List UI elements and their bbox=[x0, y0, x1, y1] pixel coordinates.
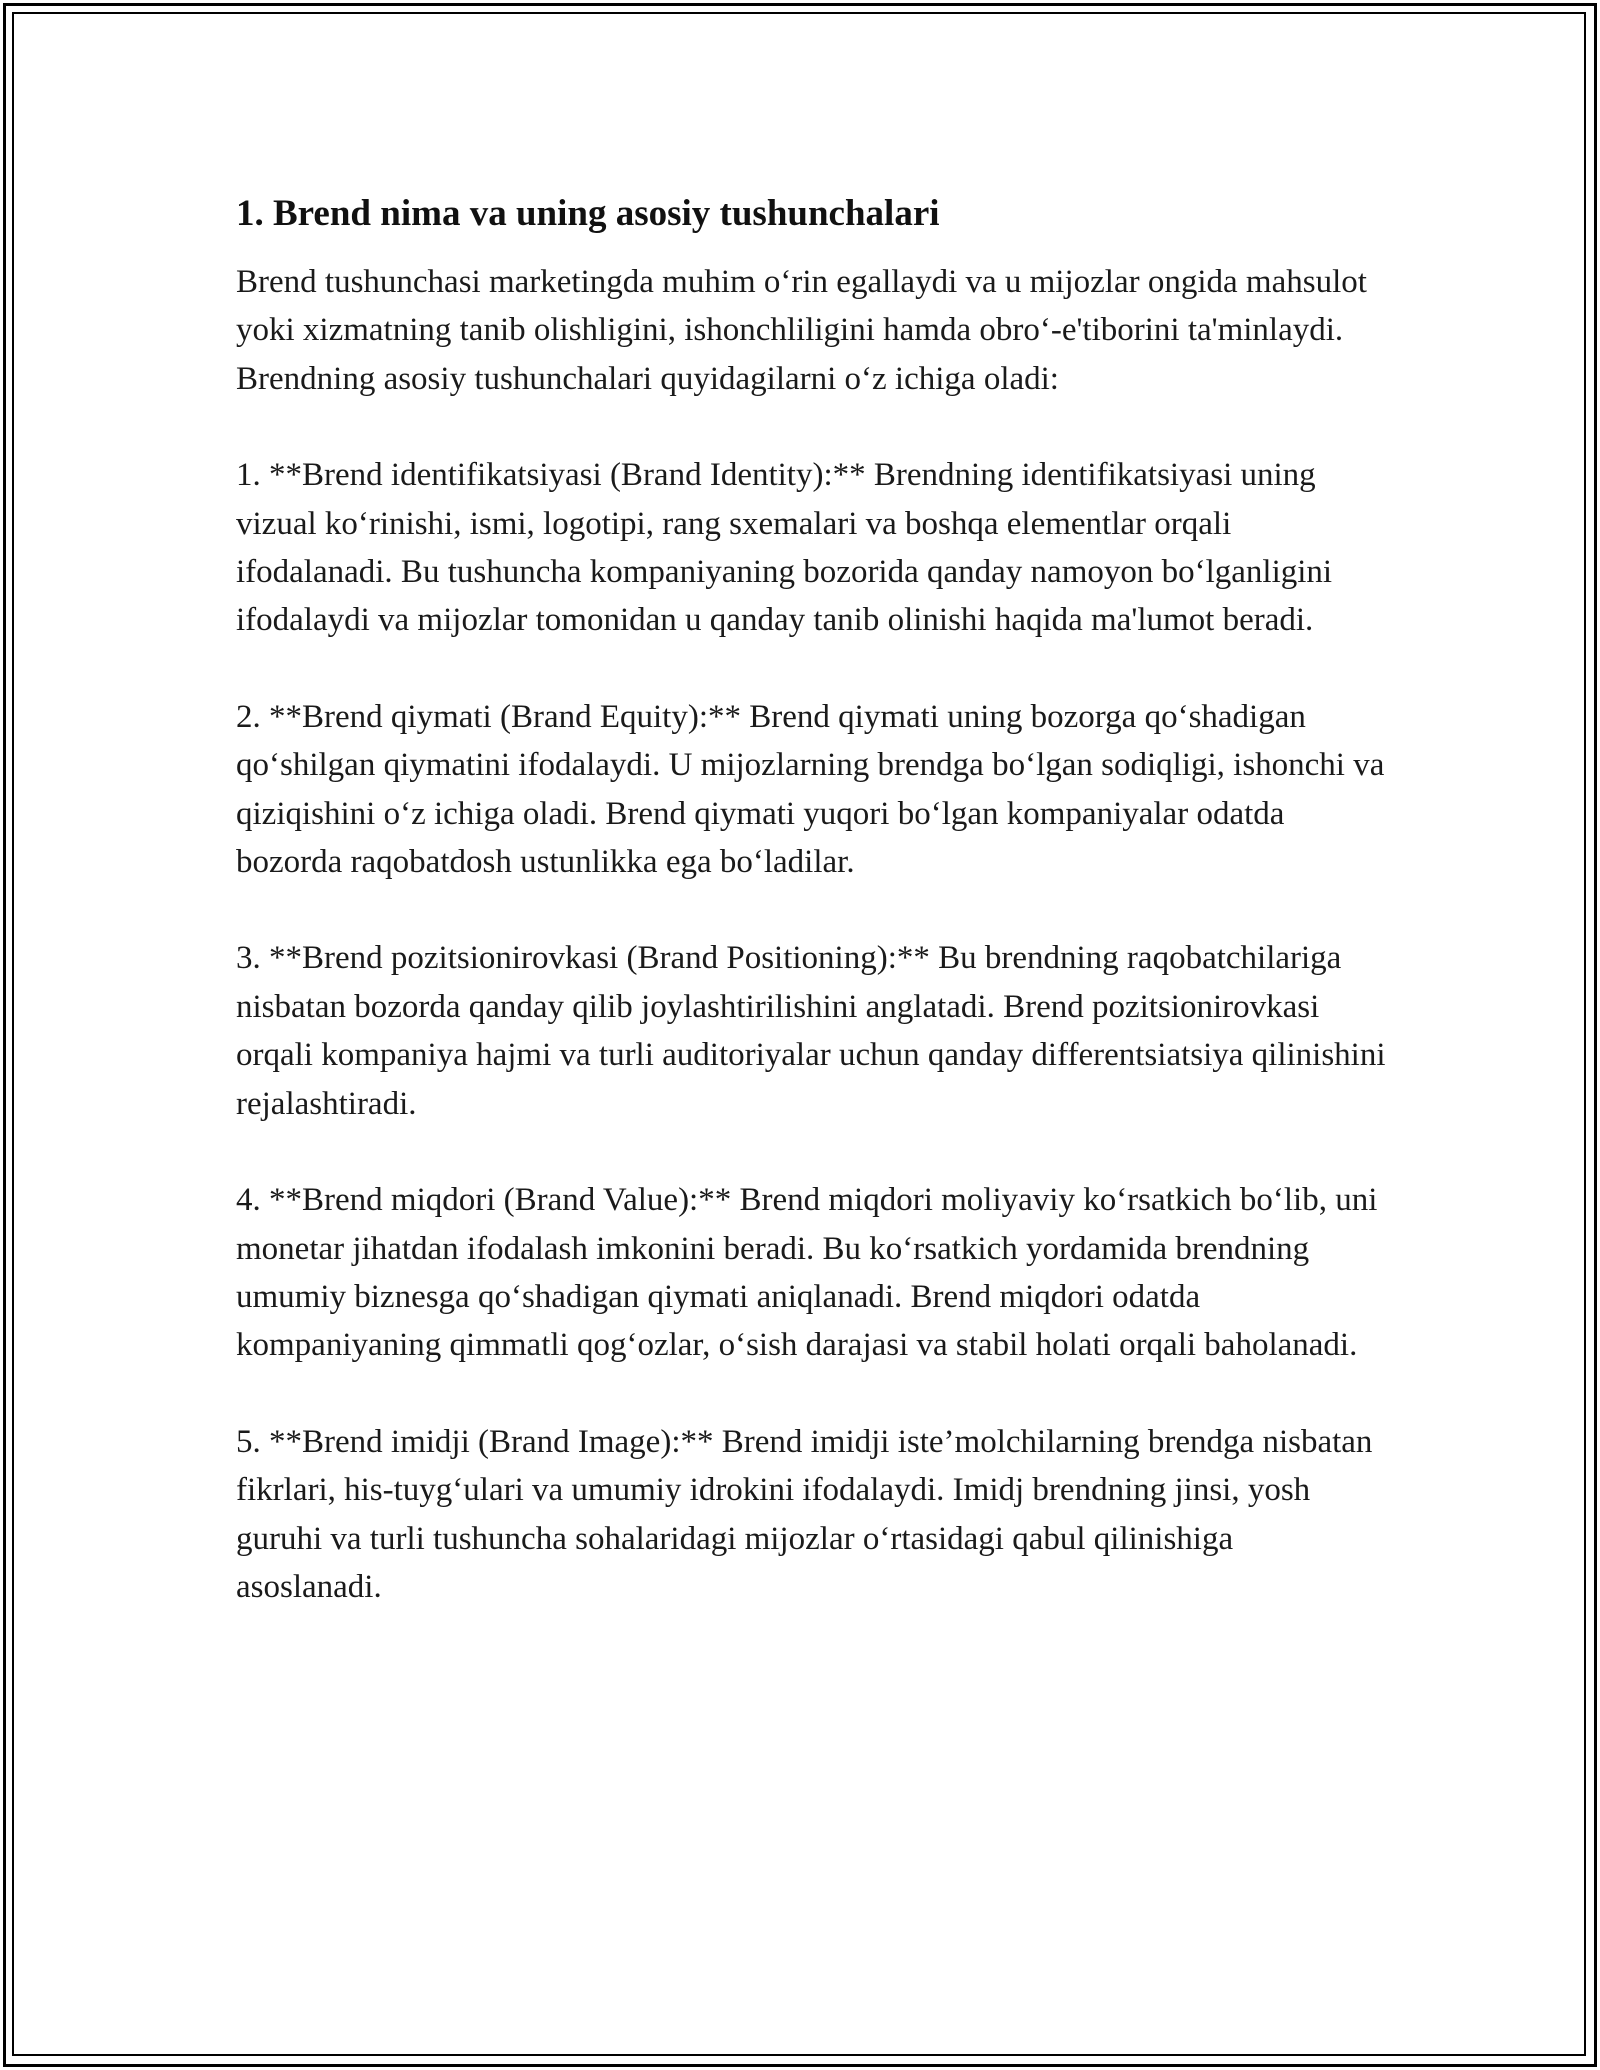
paragraph-brand-equity: 2. **Brend qiymati (Brand Equity):** Brend qiymati uning bozorga qo‘shadigan qo‘shilgan qiymatini ifodalaydi. U mijozlarning brendga bo‘lgan sodiqligi, ishonchi va qiziqishini o‘z ichiga oladi. Brend qiymati yuqori bo‘lgan kompaniyalar odatda bozorda raqobatdosh ustunlikka ega bo‘ladilar. bbox=[236, 698, 1385, 881]
paragraph-brand-image: 5. **Brend imidji (Brand Image):** Brend imidji iste’molchilarning brendga nisbatan fikrlari, his-tuyg‘ulari va umumiy idrokini ifodalaydi. Imidj brendning jinsi, yosh guruhi va turli tushuncha sohalaridagi mijozlar o‘rtasidagi qabul qilinishiga asoslanadi. bbox=[236, 1423, 1373, 1605]
document-body bbox=[236, 186, 1386, 1611]
paragraph-brand-value: 4. **Brend miqdori (Brand Value):** Brend miqdori moliyaviy ko‘rsatkich bo‘lib, uni monetar jihatdan ifodalash imkonini beradi. Bu ko‘rsatkich yordamida brendning umumiy biznesga qo‘shadigan qiymati aniqlanadi. Brend miqdori odatda kompaniyaning qimmatli qog‘ozlar, o‘sish darajasi va stabil holati orqali baholanadi. bbox=[236, 1182, 1378, 1364]
document-title: 1. Brend nima va uning asosiy tushunchalari bbox=[236, 193, 940, 234]
paragraph-brand-positioning: 3. **Brend pozitsionirovkasi (Brand Positioning):** Bu brendning raqobatchilariga nisbatan bozorda qanday qilib joylashtirilishini anglatadi. Brend pozitsionirovkasi orqali kompaniya hajmi va turli auditoriyalar uchun qanday differentsiatsiya qilinishini rejalashtiradi. bbox=[236, 940, 1386, 1122]
paragraph-brand-identity: 1. **Brend identifikatsiyasi (Brand Identity):** Brendning identifikatsiyasi uning vizual ko‘rinishi, ismi, logotipi, rang sxemalari va boshqa elementlar orqali ifodalanadi. Bu tushuncha kompaniyaning bozorida qanday namoyon bo‘lganligini ifodalaydi va mijozlar tomonidan u qanday tanib olinishi haqida ma'lumot beradi. bbox=[236, 457, 1333, 639]
intro-paragraph: Brend tushunchasi marketingda muhim o‘rin egallaydi va u mijozlar ongida mahsulot yoki xizmatning tanib olishligini, ishonchliligini hamda obro‘-e'tiborini ta'minlaydi. Brendning asosiy tushunchalari quyidagilarni o‘z ichiga oladi: bbox=[236, 264, 1367, 397]
